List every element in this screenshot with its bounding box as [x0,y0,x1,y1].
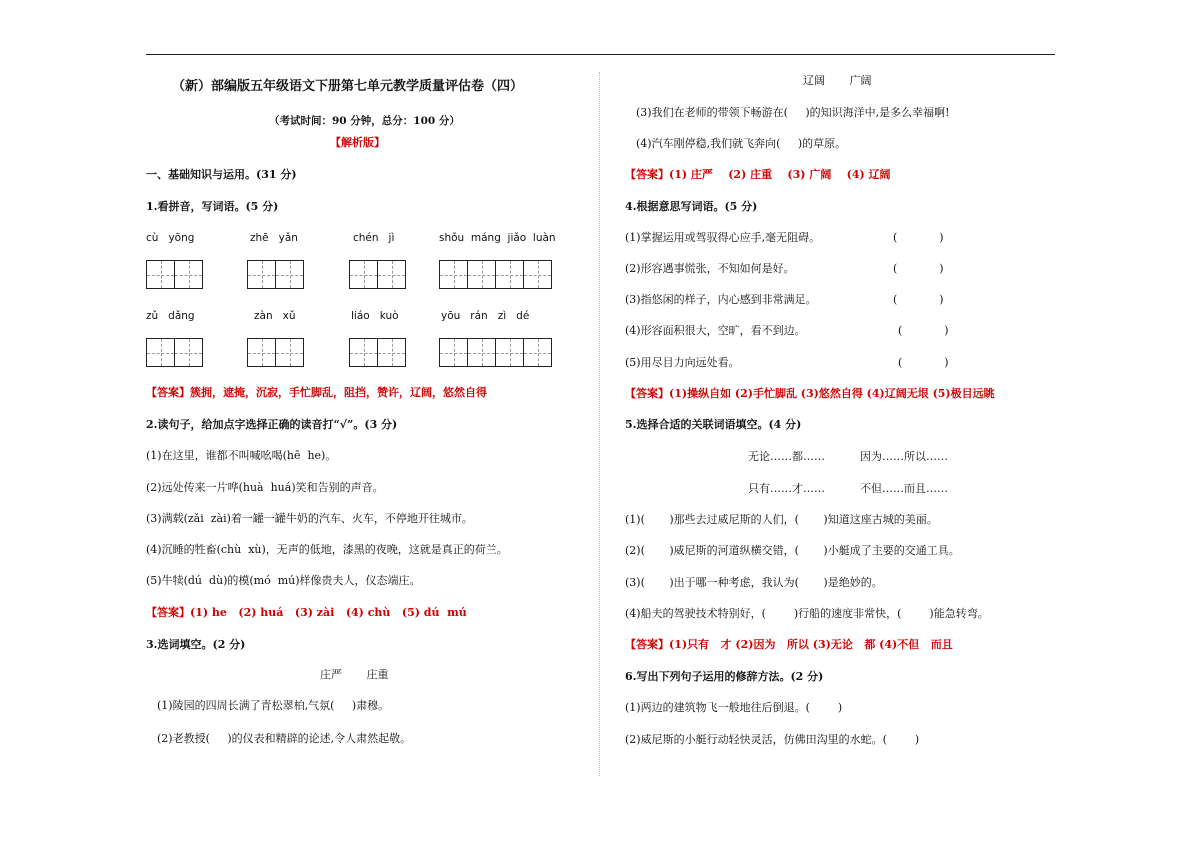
writing-grid[interactable] [349,260,406,289]
question-item: (2)形容遇事慌张，不知如何是好。 [625,262,795,275]
answer-line [146,606,467,620]
pinyin-label: liáo kuò [351,310,399,322]
option-pairs: 只有……才…… 不但……而且…… [748,482,948,495]
q3-heading: 3.选词填空。(2 分) [146,638,246,651]
option-pairs: 无论……都…… 因为……所以…… [748,450,948,463]
section-heading: 一、基础知识与运用。(31 分) [146,168,297,181]
pinyin-label: yōu rán zì dé [441,310,530,322]
writing-grid[interactable] [349,338,406,367]
question-item: (4)沉睡的牲畜(chù xù)，无声的低地，漆黑的夜晚，这就是真正的荷兰。 [146,543,508,556]
question-item: (2)( )威尼斯的河道纵横交错，( )小艇成了主要的交通工具。 [625,544,960,557]
answer-text: (1)操纵自如 (2)手忙脚乱 (3)悠然自得 (4)辽阔无垠 (5)极目远眺 [669,387,995,400]
question-item: (2)老教授( )的仪表和精辟的论述,令人肃然起敬。 [157,732,412,745]
answer-line [146,386,487,400]
answer-tag: 【答案】 [146,606,190,619]
answer-blank[interactable]: ( ) [898,356,949,369]
writing-grid[interactable] [247,260,304,289]
page-title: （新）部编版五年级语文下册第七单元教学质量评估卷（四） [172,79,524,94]
answer-line [625,638,953,652]
question-item: (3)满载(zǎi zài)着一罐一罐牛奶的汽车、火车，不停地开往城市。 [146,512,473,525]
question-item: (1)掌握运用或驾驭得心应手,毫无阻碍。 [625,231,821,244]
answer-tag: 【答案】 [625,387,669,400]
answer-line [625,387,995,401]
question-item: (1)在这里，谁都不叫喊吆喝(hē he)。 [146,449,337,462]
pinyin-label: shǒu máng jiǎo luàn [439,232,556,244]
word-choices: 辽阔 广阔 [803,74,872,87]
q1-heading: 1.看拼音，写词语。(5 分) [146,200,279,213]
question-item: (4)船夫的驾驶技术特别好，( )行船的速度非常快，( )能急转弯。 [625,607,989,620]
pinyin-label: zǔ dǎng [146,310,195,322]
writing-grid[interactable] [247,338,304,367]
q4-heading: 4.根据意思写词语。(5 分) [625,200,758,213]
q6-heading: 6.写出下列句子运用的修辞方法。(2 分) [625,670,824,683]
answer-text: 簇拥，遮掩，沉寂，手忙脚乱，阻挡，赞许，辽阔，悠然自得 [190,386,487,399]
writing-grid[interactable] [439,338,552,367]
pinyin-label: cù yōng [146,232,195,244]
q2-heading: 2.读句子，给加点字选择正确的读音打“√”。(3 分) [146,418,398,431]
writing-grid[interactable] [146,260,203,289]
question-item: (4)形容面积很大，空旷，看不到边。 [625,324,806,337]
column-divider [599,72,600,776]
question-item: (2)远处传来一片哗(huà huá)笑和告别的声音。 [146,481,384,494]
answer-blank[interactable]: ( ) [893,262,944,275]
answer-tag: 【答案】 [625,168,669,181]
answer-blank[interactable]: ( ) [898,324,949,337]
answer-blank[interactable]: ( ) [893,231,944,244]
pinyin-label: chén jì [353,232,395,244]
answer-tag: 【答案】 [625,638,669,651]
answer-text: (1) 庄严 (2) 庄重 (3) 广阔 (4) 辽阔 [669,168,891,181]
question-item: (1)两边的建筑物飞一般地往后倒退。( ) [625,701,843,714]
question-item: (5)用尽目力向远处看。 [625,356,740,369]
question-item: (3)我们在老师的带领下畅游在( )的知识海洋中,是多么幸福啊! [636,106,950,119]
pinyin-label: zàn xǔ [254,310,296,322]
q5-heading: 5.选择合适的关联词语填空。(4 分) [625,418,802,431]
answer-text: (1) he (2) huá (3) zài (4) chù (5) dú mú [190,606,467,619]
question-item: (4)汽车刚停稳,我们就飞奔向( )的草原。 [636,137,847,150]
answer-text: (1)只有 才 (2)因为 所以 (3)无论 都 (4)不但 而且 [669,638,953,651]
question-item: (3)( )出于哪一种考虑，我认为( )是绝妙的。 [625,576,883,589]
word-choices: 庄严 庄重 [320,668,389,681]
answer-tag: 【答案】 [146,386,190,399]
question-item: (1)陵园的四周长满了青松翠柏,气氛( )肃穆。 [157,699,390,712]
question-item: (1)( )那些去过威尼斯的人们，( )知道这座古城的美丽。 [625,513,938,526]
question-item: (5)牛犊(dú dù)的模(mó mú)样像贵夫人，仪态端庄。 [146,574,421,587]
pinyin-label: zhē yǎn [250,232,298,244]
top-rule [146,54,1055,55]
edition-label: 【解析版】 [330,136,385,149]
answer-line [625,168,891,182]
writing-grid[interactable] [439,260,552,289]
exam-info: （考试时间：90 分钟，总分：100 分） [269,115,460,127]
question-item: (2)威尼斯的小艇行动轻快灵活，仿佛田沟里的水蛇。( ) [625,733,920,746]
writing-grid[interactable] [146,338,203,367]
question-item: (3)指悠闲的样子，内心感到非常满足。 [625,293,817,306]
answer-blank[interactable]: ( ) [893,293,944,306]
